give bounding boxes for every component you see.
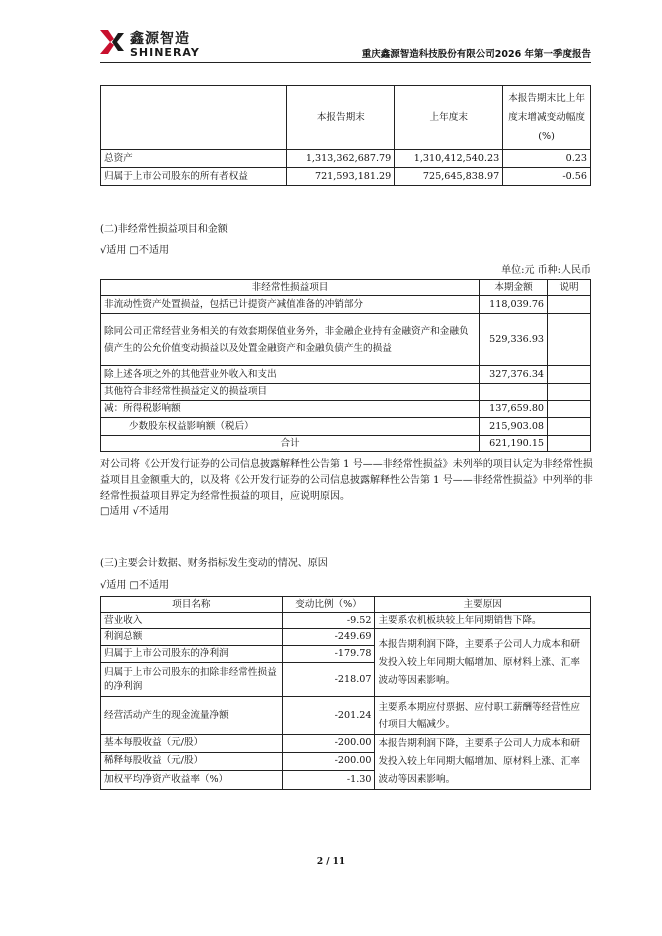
row-item: 除上述各项之外的其他营业外收入和支出 <box>101 366 480 384</box>
row-note <box>548 384 591 401</box>
row-ratio: -218.07 <box>282 663 375 697</box>
row-item: 非流动性资产处置损益，包括已计提资产减值准备的冲销部分 <box>101 296 480 314</box>
row-item: 加权平均净资产收益率（%） <box>101 770 283 789</box>
row-amount: 118,039.76 <box>480 296 548 314</box>
row-note <box>548 418 591 436</box>
row-ratio: -1.30 <box>282 770 375 789</box>
row-item: 少数股东权益影响额（税后） <box>101 418 480 436</box>
table-row <box>101 735 591 753</box>
row-current: 721,593,181.29 <box>287 168 395 186</box>
header-current: 本报告期末 <box>287 86 395 150</box>
total-label: 合计 <box>101 436 480 452</box>
row-current: 1,313,362,687.79 <box>287 150 395 168</box>
table-row <box>101 401 591 418</box>
row-ratio: -200.00 <box>282 752 375 770</box>
table-row <box>101 296 591 314</box>
row-amount: 529,336.93 <box>480 314 548 366</box>
header-ratio: 变动比例（%） <box>282 597 375 613</box>
row-item: 其他符合非经常性损益定义的损益项目 <box>101 384 480 401</box>
row-ratio: -249.69 <box>282 629 375 646</box>
row-item: 除同公司正常经营业务相关的有效套期保值业务外，非金融企业持有金融资产和金融负债产生的公允价值变动损益以及处置金融资产和金融负债产生的损益 <box>101 314 480 366</box>
row-reason: 本报告期利润下降，主要系子公司人力成本和研发投入较上年同期大幅增加、原材料上涨、汇率波动等因素影响。 <box>375 735 591 790</box>
total-note <box>548 436 591 452</box>
header-amount: 本期金额 <box>480 280 548 296</box>
section2-note-applicable: □适用 √不适用 <box>100 506 169 517</box>
table-row <box>101 150 591 168</box>
row-note <box>548 314 591 366</box>
table-row <box>101 613 591 629</box>
logo-chinese-name: 鑫源智造 <box>130 31 190 47</box>
table-row <box>101 629 591 646</box>
table-row <box>101 697 591 735</box>
company-logo <box>100 26 220 62</box>
table-row <box>101 384 591 401</box>
nonrecurring-table <box>100 279 591 452</box>
row-amount: 215,903.08 <box>480 418 548 436</box>
header-empty-cell <box>101 86 287 150</box>
row-item: 归属于上市公司股东的所有者权益 <box>101 168 287 186</box>
shineray-logo-icon <box>100 30 126 54</box>
section2-title: (二)非经常性损益项目和金额 <box>100 224 228 235</box>
changes-table <box>100 596 591 790</box>
row-reason: 主要系本期应付票据、应付职工薪酬等经营性应付项目大幅减少。 <box>375 697 591 735</box>
row-item: 营业收入 <box>101 613 283 629</box>
row-reason: 本报告期利润下降，主要系子公司人力成本和研发投入较上年同期大幅增加、原材料上涨、汇率波动等因素影响。 <box>375 629 591 697</box>
header-note: 说明 <box>548 280 591 296</box>
row-ratio: -200.00 <box>282 735 375 753</box>
header-reason: 主要原因 <box>375 597 591 613</box>
table-row <box>101 418 591 436</box>
section3-applicable: √适用 □不适用 <box>100 580 169 591</box>
page-number: 2 / 11 <box>316 857 346 867</box>
row-item: 减：所得税影响额 <box>101 401 480 418</box>
report-title: 重庆鑫源智造科技股份有限公司2026 年第一季度报告 <box>361 49 591 60</box>
table-row <box>101 314 591 366</box>
row-prev: 725,645,838.97 <box>395 168 503 186</box>
section2-applicable: √适用 □不适用 <box>100 245 169 256</box>
row-change: -0.56 <box>503 168 591 186</box>
section2-unit: 单位:元 币种:人民币 <box>501 265 591 276</box>
row-ratio: -201.24 <box>282 697 375 735</box>
row-item: 稀释每股收益（元/股） <box>101 752 283 770</box>
row-item: 利润总额 <box>101 629 283 646</box>
row-item: 经营活动产生的现金流量净额 <box>101 697 283 735</box>
row-amount: 137,659.80 <box>480 401 548 418</box>
header-change: 本报告期末比上年度末增减变动幅度(%) <box>503 86 591 150</box>
row-note <box>548 366 591 384</box>
total-row <box>101 436 591 452</box>
row-amount <box>480 384 548 401</box>
row-item: 归属于上市公司股东的扣除非经常性损益的净利润 <box>101 663 283 697</box>
table-row <box>101 366 591 384</box>
row-reason: 主要系农机板块较上年同期销售下降。 <box>375 613 591 629</box>
section2-note: 对公司将《公开发行证券的公司信息披露解释性公告第 1 号——非经常性损益》未列举的项目认定为非经常性损益项目且金额重大的，以及将《公开发行证券的公司信息披露解释性公告第 1 号——非经常性损益》中列举的非经常性损益项目界定为经常性损益的项目，应说明原因。 <box>100 459 593 502</box>
row-ratio: -9.52 <box>282 613 375 629</box>
header-divider <box>100 62 591 63</box>
row-item: 总资产 <box>101 150 287 168</box>
row-prev: 1,310,412,540.23 <box>395 150 503 168</box>
row-note <box>548 401 591 418</box>
row-ratio: -179.78 <box>282 646 375 663</box>
header-prev: 上年度末 <box>395 86 503 150</box>
header-item: 项目名称 <box>101 597 283 613</box>
balance-table <box>100 85 591 186</box>
header-item: 非经常性损益项目 <box>101 280 480 296</box>
total-amount: 621,190.15 <box>480 436 548 452</box>
table-row <box>101 168 591 186</box>
row-change: 0.23 <box>503 150 591 168</box>
row-item: 基本每股收益（元/股） <box>101 735 283 753</box>
row-amount: 327,376.34 <box>480 366 548 384</box>
row-item: 归属于上市公司股东的净利润 <box>101 646 283 663</box>
section3-title: (三)主要会计数据、财务指标发生变动的情况、原因 <box>100 558 328 569</box>
logo-english-name: SHINERAY <box>130 46 200 59</box>
row-note <box>548 296 591 314</box>
